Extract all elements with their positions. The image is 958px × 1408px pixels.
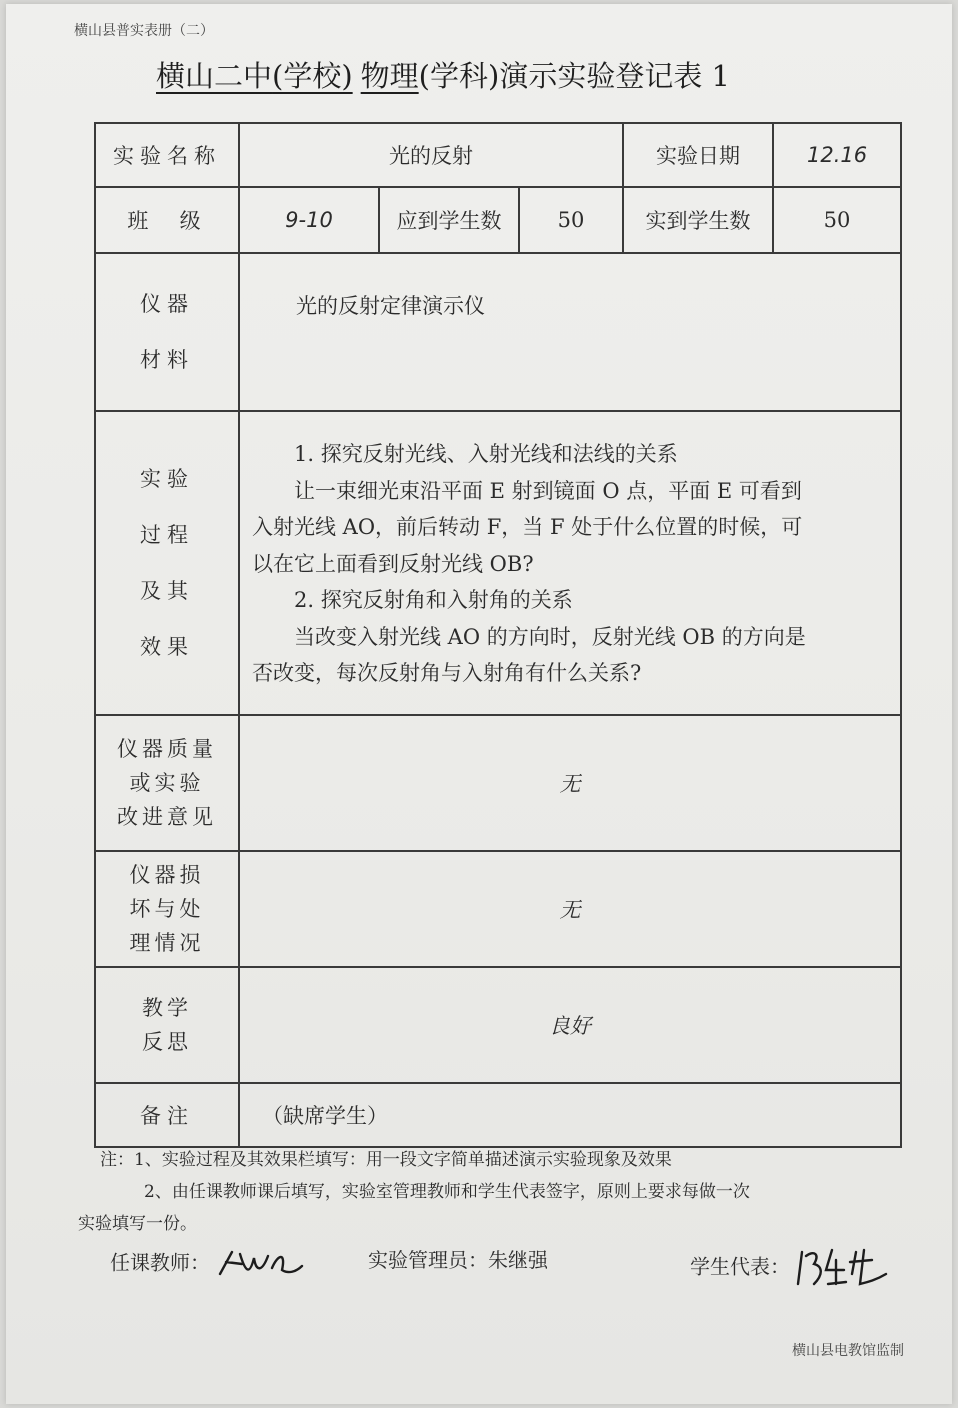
- damage-label-line1: 仪器损: [129, 863, 205, 887]
- note-line-1: 注：1、实验过程及其效果栏填写：用一段文字简单描述演示实验现象及效果: [100, 1150, 672, 1170]
- reflection-label-line2: 反思: [142, 1030, 192, 1054]
- footer-issuer: 横山县电教馆监制: [792, 1343, 904, 1359]
- row-experiment-name: [95, 123, 901, 187]
- title-form-name: 演示实验登记表 1: [499, 59, 730, 93]
- process-description: [239, 411, 901, 715]
- registration-table: [94, 122, 902, 1148]
- student-signature: [690, 1244, 892, 1292]
- row-remarks: [95, 1083, 901, 1147]
- damage-label: [95, 851, 239, 967]
- remarks-label: 备注: [95, 1083, 239, 1147]
- experiment-name-value: 光的反射: [239, 123, 623, 187]
- process-label-line4: 效果: [140, 635, 194, 659]
- row-quality: [95, 715, 901, 851]
- process-label: [95, 411, 239, 715]
- note-line-2: 2、由任课教师课后填写，实验室管理教师和学生代表签字，原则上要求每做一次: [144, 1182, 750, 1202]
- damage-value: 无: [239, 851, 901, 967]
- expected-students-label: 应到学生数: [379, 187, 519, 253]
- title-school-suffix: (学校): [272, 59, 353, 93]
- form-title: [156, 54, 836, 95]
- document-sheet: [6, 4, 952, 1404]
- experiment-name-label: 实验名称: [95, 123, 239, 187]
- header-note: 横山县普实表册（二）: [74, 23, 214, 39]
- process-label-line2: 过程: [140, 523, 194, 547]
- row-process: [95, 411, 901, 715]
- expected-students-value: 50: [519, 187, 623, 253]
- instruments-label: [95, 253, 239, 411]
- process-text-1a: 让一束细光束沿平面 E 射到镜面 O 点，平面 E 可看到: [294, 478, 802, 503]
- row-damage: [95, 851, 901, 967]
- experiment-date-value: 12.16: [773, 123, 901, 187]
- instruments-value: 光的反射定律演示仪: [239, 253, 901, 411]
- actual-students-value: 50: [773, 187, 901, 253]
- reflection-value: 良好: [239, 967, 901, 1083]
- process-text-2b: 否改变，每次反射角与入射角有什么关系?: [252, 661, 642, 685]
- reflection-label-line1: 教学: [142, 996, 192, 1020]
- teacher-signature: [110, 1244, 306, 1284]
- admin-label: 实验管理员：: [368, 1248, 488, 1272]
- process-label-line1: 实验: [140, 467, 194, 491]
- title-subject-suffix: (学科): [418, 59, 500, 93]
- row-reflection: [95, 967, 901, 1083]
- admin-name: 朱继强: [488, 1248, 548, 1272]
- teacher-signature-scribble: [216, 1244, 306, 1284]
- experiment-date-label: 实验日期: [623, 123, 773, 187]
- admin-signature: [368, 1244, 548, 1273]
- instruments-label-line2: 材料: [140, 348, 194, 372]
- remarks-value: （缺席学生）: [239, 1083, 901, 1147]
- reflection-label: [95, 967, 239, 1083]
- row-class: [95, 187, 901, 253]
- damage-label-line3: 理情况: [129, 931, 205, 955]
- class-label: 班 级: [95, 187, 239, 253]
- quality-label-line2: 或实验: [129, 771, 205, 795]
- instruments-label-line1: 仪器: [140, 292, 194, 316]
- process-label-line3: 及其: [140, 579, 194, 603]
- quality-value: 无: [239, 715, 901, 851]
- class-value: 9-10: [239, 187, 379, 253]
- process-text-1b: 入射光线 AO，前后转动 F，当 F 处于什么位置的时候，可: [252, 515, 803, 539]
- quality-label-line3: 改进意见: [117, 805, 217, 829]
- teacher-label: 任课教师：: [110, 1250, 210, 1275]
- damage-label-line2: 坏与处: [129, 897, 205, 921]
- student-signature-scribble: [796, 1244, 892, 1292]
- process-heading-1: 1. 探究反射光线、入射光线和法线的关系: [294, 442, 678, 466]
- row-instruments: [95, 253, 901, 411]
- process-heading-2: 2. 探究反射角和入射角的关系: [294, 588, 573, 612]
- title-school: 横山二中: [156, 59, 273, 93]
- quality-label-line1: 仪器质量: [117, 737, 217, 761]
- note-line-3: 实验填写一份。: [78, 1214, 197, 1234]
- quality-label: [95, 715, 239, 851]
- process-text-2a: 当改变入射光线 AO 的方向时，反射光线 OB 的方向是: [294, 624, 806, 649]
- actual-students-label: 实到学生数: [623, 187, 773, 253]
- title-subject: 物理: [360, 59, 419, 93]
- form-notes: [78, 1144, 938, 1240]
- student-label: 学生代表：: [690, 1254, 790, 1279]
- process-text-1c: 以在它上面看到反射光线 OB?: [252, 551, 534, 576]
